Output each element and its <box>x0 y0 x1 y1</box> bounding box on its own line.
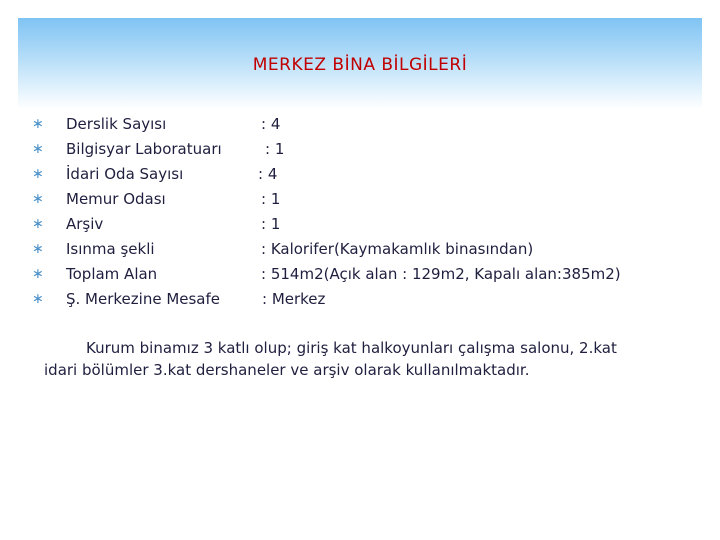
item-label: İdari Oda Sayısı <box>66 165 184 183</box>
item-value: : 1 <box>261 190 281 208</box>
bullet-icon: ∗ <box>32 141 44 157</box>
item-value: : 4 <box>261 115 281 133</box>
item-label: Memur Odası <box>66 190 166 208</box>
list-item <box>0 289 720 314</box>
item-value: : Kalorifer(Kaymakamlık binasından) <box>261 240 534 258</box>
item-value: : 1 <box>265 140 285 158</box>
paragraph-line: idari bölümler 3.kat dershaneler ve arşiv olarak kullanılmaktadır. <box>44 361 530 379</box>
list-item <box>0 114 720 139</box>
slide-title: MERKEZ BİNA BİLGİLERİ <box>252 55 468 75</box>
item-value: : Merkez <box>262 290 326 308</box>
list-item <box>0 189 720 214</box>
list-item <box>0 139 720 164</box>
bullet-icon: ∗ <box>32 166 44 182</box>
list-item <box>0 239 720 264</box>
item-value: : 1 <box>261 215 281 233</box>
bullet-icon: ∗ <box>32 266 44 282</box>
item-value: : 514m2(Açık alan : 129m2, Kapalı alan:385m2) <box>261 265 621 283</box>
item-value: : 4 <box>258 165 278 183</box>
list-item <box>0 264 720 289</box>
item-label: Bilgisyar Laboratuarı <box>66 140 222 158</box>
item-label: Ş. Merkezine Mesafe <box>66 290 221 308</box>
bullet-icon: ∗ <box>32 291 44 307</box>
item-label: Derslik Sayısı <box>66 115 167 133</box>
description-paragraph <box>44 337 684 381</box>
list-item <box>0 214 720 239</box>
bullet-icon: ∗ <box>32 216 44 232</box>
list-item <box>0 164 720 189</box>
bullet-icon: ∗ <box>32 191 44 207</box>
item-label: Toplam Alan <box>66 265 158 283</box>
item-label: Arşiv <box>66 215 104 233</box>
item-label: Isınma şekli <box>66 240 155 258</box>
bullet-icon: ∗ <box>32 116 44 132</box>
bullet-icon: ∗ <box>32 241 44 257</box>
paragraph-line: Kurum binamız 3 katlı olup; giriş kat halkoyunları çalışma salonu, 2.kat <box>86 339 617 357</box>
